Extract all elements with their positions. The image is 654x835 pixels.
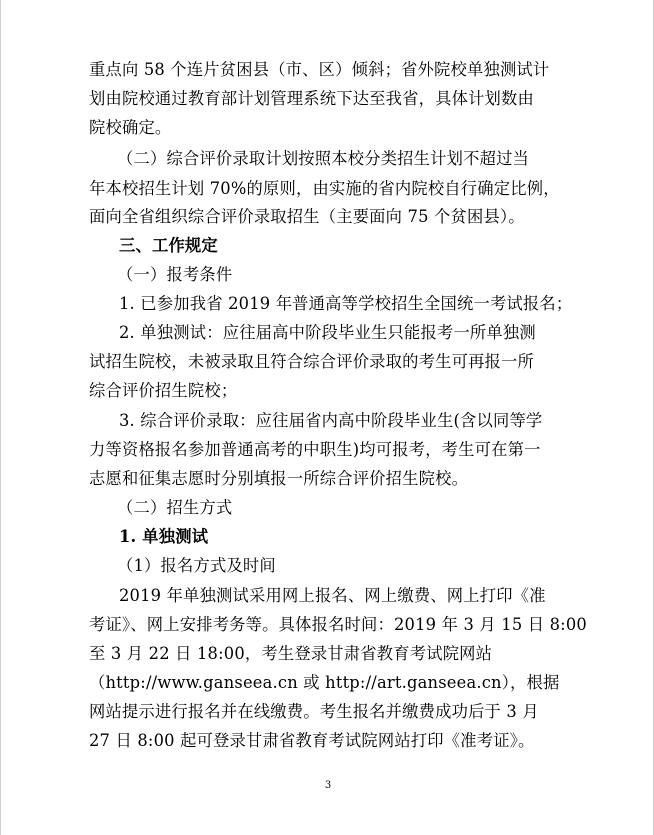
body-line: 重点向 58 个连片贫困县（市、区）倾斜；省外院校单独测试计 [89,60,550,79]
subsection-heading: （二）招生方式 [117,498,233,517]
body-line: 力等资格报名参加普通高考的中职生)均可报考，考生可在第一 [89,440,541,459]
body-line: 志愿和征集志愿时分别填报一所综合评价招生院校。 [89,469,469,488]
body-line: 综合评价招生院校； [89,381,238,400]
subsection-heading: （一）报考条件 [117,265,233,284]
body-line: 2019 年单独测试采用网上报名、网上缴费、网上打印《准 [119,586,546,605]
body-line: 至 3 月 22 日 18:00，考生登录甘肃省教育考试院网站 [89,644,493,663]
body-line: 27 日 8:00 起可登录甘肃省教育考试院网站打印《准考证》。 [89,731,535,750]
condition-item-1: 1. 已参加我省 2019 年普通高等学校招生全国统一考试报名； [119,294,573,313]
method-heading: 1. 单独测试 [119,527,209,546]
condition-item-3: 3. 综合评价录取：应往届省内高中阶段毕业生(含以同等学 [119,411,543,430]
body-line: 年本校招生计划 70%的原则，由实施的省内院校自行确定比例， [89,179,560,198]
body-line: 考证》、网上安排考务等。具体报名时间：2019 年 3 月 15 日 8:00 [89,615,587,634]
body-line: 院校确定。 [89,118,172,137]
body-line: 网站提示进行报名并在线缴费。考生报名并缴费成功后于 3 月 [89,702,539,721]
condition-item-2: 2. 单独测试：应往届高中阶段毕业生只能报考一所单独测 [119,323,536,342]
section-heading: 三、工作规定 [119,236,218,255]
subsection-item-2: （二）综合评价录取计划按照本校分类招生计划不超过当 [117,149,530,168]
body-line: 划由院校通过教育部计划管理系统下达至我省，具体计划数由 [89,89,534,108]
method-subheading: （1）报名方式及时间 [117,556,276,575]
body-line: 试招生院校，未被录取且符合综合评价录取的考生可再报一所 [89,352,534,371]
body-line: 面向全省组织综合评价录取招生（主要面向 75 个贫困县）。 [89,207,525,226]
body-line: （http://www.ganseea.cn 或 http://art.ganseea.cn），根据 [89,673,560,692]
page-number: 3 [324,780,332,791]
